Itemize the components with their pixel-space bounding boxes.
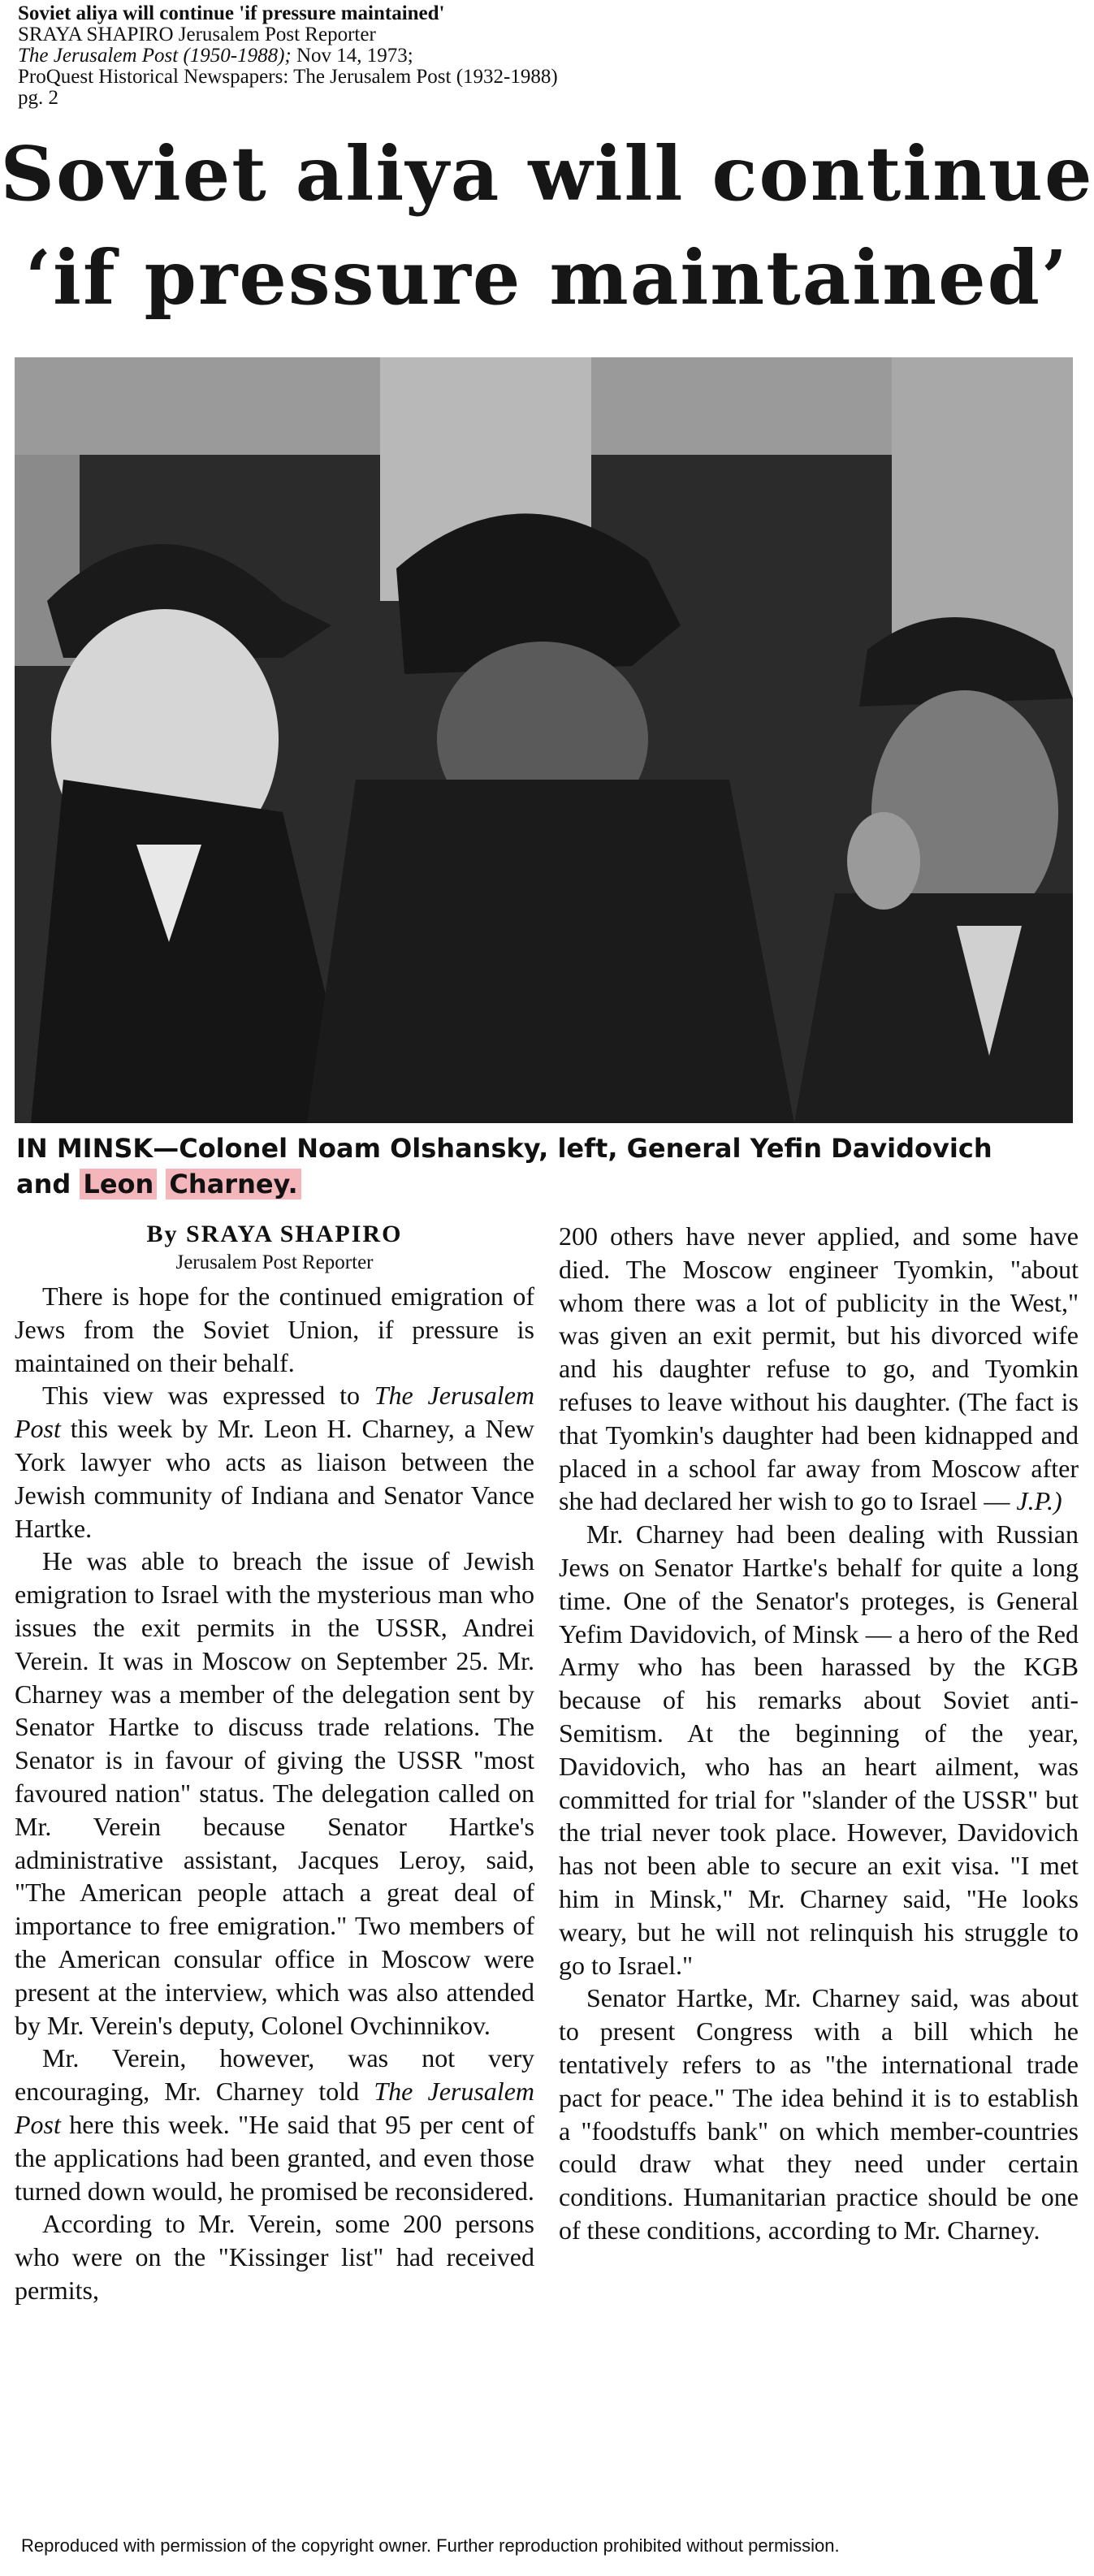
citation-source <box>18 45 558 67</box>
paragraph-italic: J.P.) <box>1016 1486 1062 1516</box>
caption-and: and <box>16 1169 80 1199</box>
paragraph-text: 200 others have never applied, and some have died. The Moscow engineer Tyomkin, "about whom there was a lot of publicity in the West," was given an exit permit, but his divorced wife and his daughter refuse to go, and Tyomkin refuses to leave without his daughter. (The fact is that Tyomkin's daughter had been kidnapped and placed in a school far away from Moscow after she had declared her wish to go to Israel — <box>559 1221 1079 1516</box>
paragraph-text: here this week. "He said that 95 per cent of the applications had been granted, and even those turned down would, he promised be reconsidered. <box>15 2109 534 2206</box>
caption-highlight-last: Charney. <box>166 1169 301 1199</box>
headline-line-1: Soviet aliya will continue <box>0 130 1094 218</box>
paragraph-text: Mr. Verein, however, was not very encouraging, Mr. Charney told <box>15 2043 534 2107</box>
citation-author: SRAYA SHAPIRO Jerusalem Post Reporter <box>18 24 376 45</box>
citation-source-date: Nov 14, 1973; <box>291 45 413 67</box>
headline <box>0 122 1094 330</box>
caption-highlight-first: Leon <box>80 1169 157 1199</box>
paragraph <box>15 1379 534 1545</box>
paragraph: Mr. Charney had been dealing with Russian Jews on Senator Hartke's behalf for quite a long time. One of the Senator's proteges, is General Yefim Davidovich, of Minsk — a hero of the Red Army who has been harassed by the KGB because of his remarks about Soviet anti-Semitism. At the beginning of the year, Davidovich, who has an heart ailment, was committed for trial for "slander of the USSR" but the trial never took place. However, Davidovich has not been able to secure an exit visa. "I met him in Minsk," Mr. Charney said, "He looks weary, but he will not relinquish his struggle to go to Israel." <box>559 1519 1079 1980</box>
copyright-notice: Reproduced with permission of the copyright owner. Further reproduction prohibited without permission. <box>21 2535 840 2556</box>
paragraph: According to Mr. Verein, some 200 persons who were on the "Kissinger list" had received permits, <box>15 2209 534 2305</box>
headline-line-2: ‘if pressure maintained’ <box>24 234 1070 322</box>
paragraph-text: This view was expressed to <box>42 1381 374 1411</box>
article-column-right <box>559 1220 1079 2247</box>
paragraph-italic: The Jerusalem Post <box>15 1381 535 1444</box>
paragraph: Senator Hartke, Mr. Charney said, was about to present Congress with a bill which he tentatively refers to as "the international trade pact for peace." The idea behind it is to establish a "foodstuffs bank" on which member-countries could draw what they need under certain conditions. Humanitarian practice should be one of these conditions, according to Mr. Charney. <box>559 1983 1079 2245</box>
paragraph <box>559 1220 1079 1518</box>
news-photo <box>15 357 1073 1123</box>
paragraph: There is hope for the continued emigration of Jews from the Soviet Union, if pressure is maintained on their behalf. <box>15 1282 534 1377</box>
photo-illustration <box>15 357 1073 1123</box>
paragraph-text: this week by Mr. Leon H. Charney, a New York lawyer who acts as liaison between the Jewish community of Indiana and Senator Vance Hartke. <box>15 1414 534 1543</box>
citation-title: Soviet aliya will continue 'if pressure maintained' <box>18 2 445 24</box>
article-column-left <box>15 1218 534 2307</box>
photo-caption <box>16 1130 1080 1202</box>
caption-lead: IN MINSK—Colonel Noam Olshansky, left, General Yefin Davidovich <box>16 1133 992 1164</box>
paragraph-italic: The Jerusalem Post <box>15 2077 535 2139</box>
byline: By SRAYA SHAPIRO <box>146 1221 403 1247</box>
paragraph: He was able to breach the issue of Jewish emigration to Israel with the mysterious man who issues the exit permits in the USSR, Andrei Verein. It was in Moscow on September 25. Mr. Charney was a member of the delegation sent by Senator Hartke to discuss trade relations. The Senator is in favour of giving the USSR "most favoured nation" status. The delegation called on Mr. Verein because Senator Hartke's administrative assistant, Jacques Leroy, said, "The American people attach a great deal of importance to free emigration." Two members of the American consular office in Moscow were present at the interview, which was also attended by Mr. Verein's deputy, Colonel Ovchinnikov. <box>15 1546 534 2040</box>
byline-affiliation: Jerusalem Post Reporter <box>175 1251 374 1273</box>
citation-source-title: The Jerusalem Post (1950-1988); <box>18 45 292 67</box>
citation-block <box>18 3 558 109</box>
paragraph <box>15 2042 534 2207</box>
citation-page: pg. 2 <box>18 87 58 109</box>
citation-database: ProQuest Historical Newspapers: The Jerusalem Post (1932-1988) <box>18 66 558 88</box>
